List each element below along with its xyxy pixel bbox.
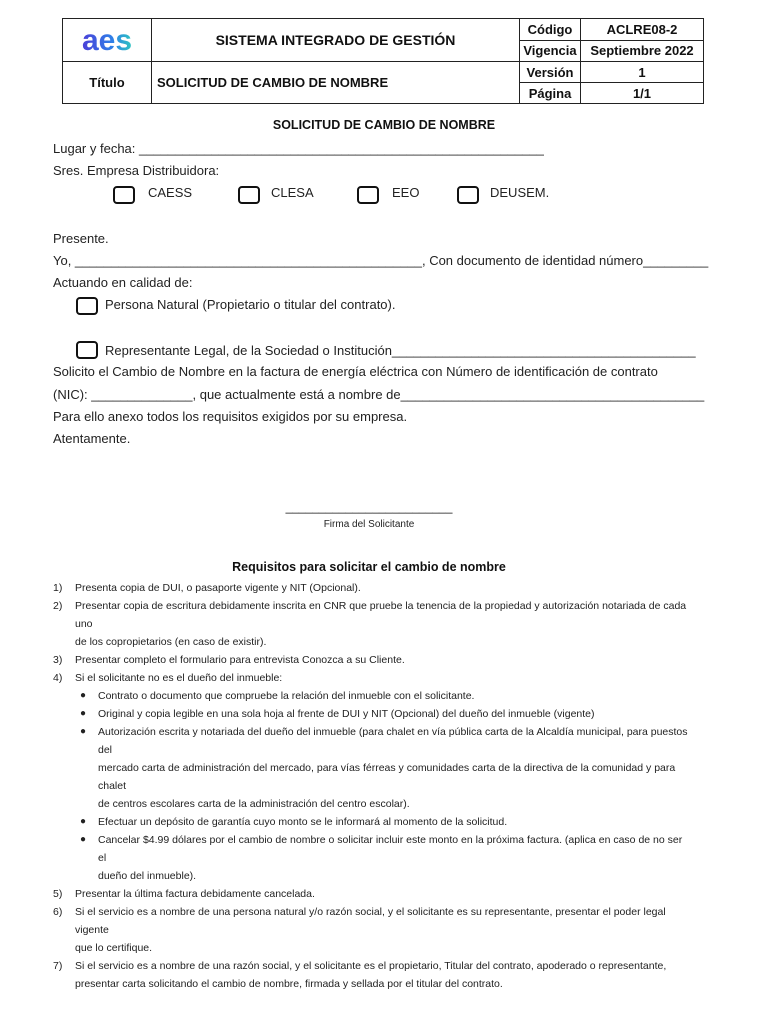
version-value: 1 [581, 62, 704, 83]
eeo-checkbox[interactable] [357, 186, 379, 204]
svg-text:aes: aes [81, 24, 133, 57]
requirement-line: Efectuar un depósito de garantía cuyo monto se le informará al momento de la solicitud. [98, 816, 508, 828]
signature-line[interactable]: _________________________ [285, 500, 453, 514]
signature-label: Firma del Solicitante [323, 519, 415, 530]
requirement-line: mercado carta de administración del mercado, para vías férreas y comunidades carta de la directiva de la comunidad y para chalet [98, 762, 676, 792]
deusem-checkbox[interactable] [457, 186, 479, 204]
requirement-number: 4) [53, 672, 63, 684]
requirement-sub-item [53, 831, 693, 885]
vigencia-value: Septiembre 2022 [581, 40, 704, 62]
logo-cell [63, 19, 152, 62]
representante-checkbox[interactable] [76, 341, 98, 359]
requirement-line: Presentar copia de escritura debidamente inscrita en CNR que pruebe la tenencia de la propiedad y autorización notariada de cada uno [75, 600, 687, 630]
requirement-item [53, 597, 693, 651]
requirement-item [53, 903, 693, 957]
requirement-line: presentar carta solicitando el cambio de nombre, firmada y sellada por el titular del contrato. [75, 978, 503, 990]
requirement-line: Si el servicio es a nombre de una persona natural y/o razón social, y el solicitante es su representante, presentar el poder legal vigente [75, 906, 666, 936]
presente-text: Presente. [53, 231, 109, 246]
document-header-table [62, 18, 704, 104]
requirement-number: 2) [53, 600, 63, 612]
requirements-list [53, 579, 693, 993]
requirement-line: de centros escolares carta de la administración del centro escolar). [98, 798, 410, 810]
caess-label: CAESS [148, 185, 193, 200]
solicito-line-1: Solicito el Cambio de Nombre en la factura de energía eléctrica con Número de identificación de contrato [53, 364, 658, 379]
requirement-number: 7) [53, 960, 63, 972]
requirement-item [53, 669, 693, 687]
atentamente-text: Atentamente. [53, 431, 131, 446]
requirement-line: Original y copia legible en una sola hoja al frente de DUI y NIT (Opcional) del dueño del inmueble (vigente) [98, 708, 595, 720]
requirement-line: Contrato o documento que compruebe la relación del inmueble con el solicitante. [98, 690, 475, 702]
persona-natural-label: Persona Natural (Propietario o titular del contrato). [105, 297, 396, 312]
solicito-line-2[interactable]: (NIC): ______________, que actualmente está a nombre de__________________________________________ [53, 387, 705, 402]
requirement-line: Presenta copia de DUI, o pasaporte vigente y NIT (Opcional). [75, 582, 361, 594]
bullet-icon: ● [80, 834, 87, 845]
requirement-item [53, 885, 693, 903]
requirement-sub-item [53, 687, 693, 705]
requirement-item [53, 651, 693, 669]
version-label: Versión [520, 62, 581, 83]
sres-label: Sres. Empresa Distribuidora: [53, 163, 220, 178]
anexo-text: Para ello anexo todos los requisitos exigidos por su empresa. [53, 409, 408, 424]
requirement-sub-item [53, 723, 693, 813]
persona-natural-checkbox[interactable] [76, 297, 98, 315]
requirement-number: 3) [53, 654, 63, 666]
system-title: SISTEMA INTEGRADO DE GESTIÓN [152, 19, 520, 62]
requirement-item [53, 957, 693, 993]
requirements-title: Requisitos para solicitar el cambio de nombre [232, 560, 506, 574]
representante-label[interactable]: Representante Legal, de la Sociedad o Institución__________________________________________ [105, 343, 696, 358]
requirement-line: de los copropietarios (en caso de existir). [75, 636, 267, 648]
bullet-icon: ● [80, 726, 87, 737]
actuando-label: Actuando en calidad de: [53, 275, 193, 290]
requirement-sub-item [53, 813, 693, 831]
aes-logo [63, 20, 151, 60]
codigo-value: ACLRE08-2 [581, 19, 704, 41]
requirement-sub-item [53, 705, 693, 723]
requirement-line: Si el servicio es a nombre de una razón social, y el solicitante es el propietario, Titular del contrato, apoderado o representante, [75, 960, 667, 972]
bullet-icon: ● [80, 708, 87, 719]
requirement-number: 1) [53, 582, 63, 594]
requirement-line: Presentar completo el formulario para entrevista Conozca a su Cliente. [75, 654, 405, 666]
pagina-value: 1/1 [581, 83, 704, 104]
requirement-line: Si el solicitante no es el dueño del inmueble: [75, 672, 283, 684]
requirement-line: que lo certifique. [75, 942, 153, 954]
titulo-value: SOLICITUD DE CAMBIO DE NOMBRE [152, 62, 520, 104]
eeo-label: EEO [392, 185, 420, 200]
requirement-line: Autorización escrita y notariada del dueño del inmueble (para chalet en vía pública carta de la Alcaldía municipal, para puestos del [98, 726, 688, 756]
requirement-item [53, 579, 693, 597]
requirement-number: 6) [53, 906, 63, 918]
vigencia-label: Vigencia [520, 40, 581, 62]
requirement-line: Cancelar $4.99 dólares por el cambio de nombre o solicitar incluir este monto en la próxima factura. (aplica en caso de no ser el [98, 834, 683, 864]
requirement-number: 5) [53, 888, 63, 900]
clesa-label: CLESA [271, 185, 314, 200]
form-title: SOLICITUD DE CAMBIO DE NOMBRE [272, 118, 496, 132]
bullet-icon: ● [80, 690, 87, 701]
lugar-fecha-field[interactable]: Lugar y fecha: ________________________________________________________ [53, 141, 544, 156]
titulo-label: Título [63, 62, 152, 104]
yo-line[interactable]: Yo, ________________________________________________, Con documento de identidad número_________ [53, 253, 709, 268]
caess-checkbox[interactable] [113, 186, 135, 204]
pagina-label: Página [520, 83, 581, 104]
codigo-label: Código [520, 19, 581, 41]
requirement-line: Presentar la última factura debidamente cancelada. [75, 888, 315, 900]
clesa-checkbox[interactable] [238, 186, 260, 204]
deusem-label: DEUSEM. [490, 185, 550, 200]
requirement-line: dueño del inmueble). [98, 870, 197, 882]
bullet-icon: ● [80, 816, 87, 827]
